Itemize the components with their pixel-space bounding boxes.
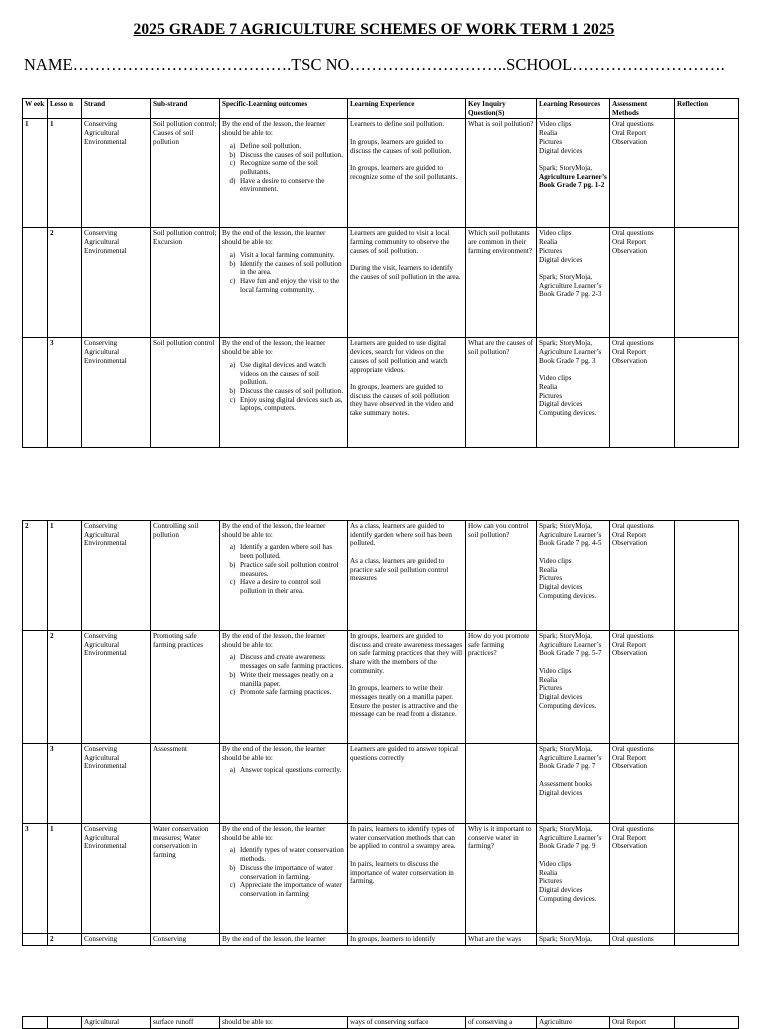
substrand-cell: Soil pollution control (151, 338, 220, 448)
inquiry-cell: What are the causes of soil pollution? (466, 338, 537, 448)
strand-cell: Conserving Agricultural Environmental (82, 521, 151, 631)
lesson-cell: 2 (48, 631, 82, 744)
reflection-cell[interactable] (675, 338, 739, 448)
resources-book-bold: Agriculture Learner’s Book Grade 7 pg. 1-2 (539, 172, 607, 190)
lesson-cell: 1 (48, 119, 82, 228)
strand-cell: Conserving Agricultural Environmental (82, 744, 151, 824)
week-cell (23, 631, 48, 744)
substrand-cell: surface runoff (151, 1017, 220, 1029)
experience-cell (348, 744, 466, 824)
experience-paragraph: In pairs, learners to discuss the importance of water conservation in farming. (350, 859, 454, 886)
experience-cell (348, 119, 466, 228)
header-strand: Strand (82, 99, 151, 119)
experience-paragraph: In groups, learners are guided to discuss the causes of soil pollution they have observed in the video and take summary notes. (350, 382, 454, 418)
strand-cell: Agricultural (82, 1017, 151, 1029)
outcome-item: c. Have fun and enjoy the visit to the local farming community. (239, 277, 345, 294)
inquiry-cell: What is soil pollution? (466, 119, 537, 228)
resources-cell (537, 119, 610, 228)
reflection-cell[interactable] (675, 119, 739, 228)
header-week: W eek (23, 99, 48, 119)
header-outcomes: Specific-Learning outcomes (220, 99, 348, 119)
experience-paragraph: Learners are guided to visit a local farming community to observe the causes of soil pollution. (350, 229, 450, 255)
experience-cell (348, 521, 466, 631)
reflection-cell[interactable] (675, 744, 739, 824)
assessment-cell: Oral questions Oral Report Observation (610, 824, 675, 934)
reflection-cell[interactable] (675, 228, 739, 338)
table-row (23, 521, 739, 631)
resources-paragraph: Video clips Realia Pictures Digital devices Computing devices. (539, 374, 597, 418)
inquiry-cell: of conserving a (466, 1017, 537, 1029)
resources-cell: Agriculture (537, 1017, 610, 1029)
table-row (23, 228, 739, 338)
schemes-table-part-1 (22, 98, 739, 448)
resources-cell (537, 338, 610, 448)
experience-paragraph: As a class, learners are guided to identify garden where soil has been polluted. (350, 522, 452, 548)
reflection-cell[interactable] (675, 631, 739, 744)
table-row (23, 934, 739, 946)
inquiry-cell: What are the ways (466, 934, 537, 946)
resources-paragraph: Video clips Realia Pictures Digital devices (539, 229, 583, 264)
resources-paragraph: Spark; StoryMoja, Agriculture Learner’s Book Grade 7 pg. 4-5 (539, 522, 602, 548)
resources-cell (537, 631, 610, 744)
resources-cell (537, 824, 610, 934)
week-cell (23, 338, 48, 448)
experience-paragraph: Learners are guided to answer topical questions correctly (350, 745, 458, 762)
outcomes-intro: By the end of the lesson, the learner should be able to: (222, 229, 326, 247)
week-cell (23, 1017, 48, 1029)
header-assessment: Assessment Methods (610, 99, 675, 119)
table-row (23, 1017, 739, 1029)
outcome-item: c. Enjoy using digital devices such as, laptops, computers. (239, 396, 345, 413)
outcomes-intro: By the end of the lesson, the learner should be able to: (222, 745, 326, 762)
schemes-table-part-2 (22, 520, 739, 946)
resources-paragraph: Video clips Realia Pictures Digital devices Computing devices. (539, 859, 597, 903)
outcome-item: b. Discuss the importance of water conservation in farming. (239, 864, 345, 881)
reflection-cell[interactable] (675, 934, 739, 946)
experience-cell (348, 824, 466, 934)
experience-cell (348, 631, 466, 744)
outcome-item: b. Identify the causes of soil pollution in the area. (239, 260, 345, 277)
assessment-cell: Oral questions Oral Report Observation (610, 744, 675, 824)
outcome-item: c. Appreciate the importance of water conservation in farming (239, 881, 345, 898)
experience-paragraph: In groups, learners to write their messages neatly on a manilla paper. Ensure the poster is attractive and the message can be read from a distance. (350, 684, 458, 719)
resources-paragraph: Spark; StoryMoja, Agriculture Learner’s Book Grade 7 pg. 9 (539, 825, 602, 851)
name-tsc-school-line: NAME………………………………….TSC NO………………………..SCHOOL………………………. (24, 55, 725, 74)
experience-paragraph: In groups, learners are guided to recognize some of the soil pollutants. (350, 163, 458, 181)
experience-paragraph: In groups, learners are guided to discuss the causes of soil pollution. (350, 137, 452, 155)
outcome-item: b. Discuss the causes of soil pollution. (239, 151, 345, 160)
week-cell: 1 (23, 119, 48, 228)
substrand-cell: Soil pollution control; Causes of soil pollution (151, 119, 220, 228)
week-cell: 3 (23, 824, 48, 934)
lesson-cell: 3 (48, 744, 82, 824)
experience-paragraph: Learners to define soil pollution. (350, 120, 445, 129)
header-substrand: Sub-strand (151, 99, 220, 119)
experience-cell (348, 338, 466, 448)
substrand-cell: Conserving (151, 934, 220, 946)
experience-cell: In groups, learners to identify (348, 934, 466, 946)
assessment-cell: Oral questions (610, 934, 675, 946)
lesson-cell: 2 (48, 228, 82, 338)
lesson-cell (48, 1017, 82, 1029)
resources-paragraph: Video clips Realia Pictures Digital devices (539, 120, 583, 155)
outcome-item: d. Have a desire to conserve the environment. (239, 177, 345, 194)
substrand-cell: Soil pollution control; Excursion (151, 228, 220, 338)
experience-paragraph: As a class, learners are guided to practice safe soil pollution control measures (350, 556, 449, 583)
week-cell (23, 744, 48, 824)
resources-paragraph: Spark; StoryMoja, (539, 163, 593, 172)
outcomes-intro: By the end of the lesson, the learner should be able to: (222, 120, 326, 138)
assessment-cell: Oral questions Oral Report Observation (610, 631, 675, 744)
outcome-item: a. Define soil pollution. (239, 142, 345, 151)
resources-paragraph: Spark; StoryMoja, Agriculture Learner’s Book Grade 7 pg. 7 (539, 745, 602, 771)
resources-paragraph: Spark; StoryMoja, Agriculture Learner’s Book Grade 7 pg. 3 (539, 339, 602, 365)
inquiry-cell: How do you promote safe farming practices? (466, 631, 537, 744)
substrand-cell: Promoting safe farming practices (151, 631, 220, 744)
outcomes-intro: By the end of the lesson, the learner should be able to: (222, 339, 326, 357)
strand-cell: Conserving Agricultural Environmental (82, 228, 151, 338)
outcomes-intro: By the end of the lesson, the learner should be able to: (222, 522, 326, 539)
resources-cell: Spark; StoryMoja, (537, 934, 610, 946)
lesson-cell: 1 (48, 521, 82, 631)
week-cell: 2 (23, 521, 48, 631)
reflection-cell[interactable] (675, 1017, 739, 1029)
assessment-cell: Oral Report (610, 1017, 675, 1029)
inquiry-cell: Why is it important to conserve water in farming? (466, 824, 537, 934)
resources-cell (537, 744, 610, 824)
reflection-cell[interactable] (675, 521, 739, 631)
outcome-item: c. Recognize some of the soil pollutants. (239, 159, 345, 176)
resources-cell (537, 521, 610, 631)
outcomes-cell (220, 744, 348, 824)
outcomes-cell (220, 338, 348, 448)
outcome-item: a. Identify a garden where soil has been polluted. (239, 543, 345, 560)
outcome-item: a. Identify types of water conservation methods. (239, 846, 345, 863)
outcome-item: c. Have a desire to control soil pollution in their area. (239, 578, 345, 595)
outcome-item: a. Answer topical questions correctly. (239, 766, 345, 775)
assessment-cell: Oral questions Oral Report Observation (610, 228, 675, 338)
outcomes-cell (220, 824, 348, 934)
experience-cell: ways of conserving surface (348, 1017, 466, 1029)
lesson-cell: 3 (48, 338, 82, 448)
header-lesson: Lesso n (48, 99, 82, 119)
outcome-item: b. Discuss the causes of soil pollution. (239, 387, 345, 396)
substrand-cell: Water conservation measures; Water conservation in farming (151, 824, 220, 934)
resources-paragraph: Video clips Realia Pictures Digital devices Computing devices. (539, 666, 597, 710)
outcome-item: a. Discuss and create awareness messages on safe farming practices. (239, 653, 345, 670)
experience-paragraph: During the visit, learners to identify the causes of soil pollution in the area. (350, 264, 461, 281)
experience-cell (348, 228, 466, 338)
resources-paragraph: Spark; StoryMoja, Agriculture Learner’s Book Grade 7 pg. 5-7 (539, 632, 602, 658)
table-row (23, 338, 739, 448)
outcomes-cell: By the end of the lesson, the learner (220, 934, 348, 946)
strand-cell: Conserving Agricultural Environmental (82, 338, 151, 448)
resources-paragraph: Assessment books Digital devices (539, 779, 592, 797)
inquiry-cell (466, 744, 537, 824)
header-inquiry: Key Inquiry Question(S) (466, 99, 537, 119)
outcomes-cell (220, 631, 348, 744)
table-row (23, 744, 739, 824)
resources-paragraph: Spark; StoryMoja, Agriculture Learner’s Book Grade 7 pg. 2-3 (539, 272, 602, 299)
assessment-cell: Oral questions Oral Report Observation (610, 338, 675, 448)
outcome-item: a. Use digital devices and watch videos on the causes of soil pollution. (239, 361, 345, 387)
table-row (23, 119, 739, 228)
header-reflection: Reflection (675, 99, 739, 119)
inquiry-cell: Which soil pollutants are common in their farming environment? (466, 228, 537, 338)
outcomes-cell: should be able to: (220, 1017, 348, 1029)
header-experience: Learning Experience (348, 99, 466, 119)
outcome-item: c. Promote safe farming practices. (239, 688, 345, 697)
substrand-cell: Assessment (151, 744, 220, 824)
lesson-cell: 2 (48, 934, 82, 946)
outcomes-intro: By the end of the lesson, the learner should be able to: (222, 632, 326, 649)
outcomes-cell (220, 228, 348, 338)
strand-cell: Conserving Agricultural Environmental (82, 824, 151, 934)
outcome-item: a. Visit a local farming community. (239, 251, 345, 260)
lesson-cell: 1 (48, 824, 82, 934)
assessment-cell: Oral questions Oral Report Observation (610, 119, 675, 228)
experience-paragraph: In groups, learners are guided to discuss and create awareness messages on safe farming practices that they will share with the members of the community. (350, 632, 463, 675)
table-header-row (23, 99, 739, 119)
outcome-item: b. Practice safe soil pollution control measures. (239, 561, 345, 578)
experience-paragraph: In pairs, learners to identify types of water conservation methods that can be applied to control a swampy area. (350, 825, 456, 851)
table-row (23, 631, 739, 744)
table-row (23, 824, 739, 934)
substrand-cell: Controlling soil pollution (151, 521, 220, 631)
outcomes-intro: By the end of the lesson, the learner should be able to: (222, 825, 326, 842)
assessment-cell: Oral questions Oral Report Observation (610, 521, 675, 631)
header-resources: Learning Resources (537, 99, 610, 119)
week-cell (23, 934, 48, 946)
outcomes-cell (220, 119, 348, 228)
resources-cell (537, 228, 610, 338)
page-title: 2025 GRADE 7 AGRICULTURE SCHEMES OF WORK TERM 1 2025 (133, 21, 615, 38)
outcomes-cell (220, 521, 348, 631)
experience-paragraph: Learners are guided to use digital devices, search for videos on the causes of soil pollution and watch appropriate videos. (350, 339, 448, 374)
strand-cell: Conserving (82, 934, 151, 946)
resources-paragraph: Video clips Realia Pictures Digital devices Computing devices. (539, 556, 597, 600)
schemes-table-part-3 (22, 1016, 739, 1029)
week-cell (23, 228, 48, 338)
inquiry-cell: How can you control soil pollution? (466, 521, 537, 631)
strand-cell: Conserving Agricultural Environmental (82, 631, 151, 744)
outcome-item: b. Write their messages neatly on a manilla paper. (239, 671, 345, 688)
strand-cell: Conserving Agricultural Environmental (82, 119, 151, 228)
reflection-cell[interactable] (675, 824, 739, 934)
